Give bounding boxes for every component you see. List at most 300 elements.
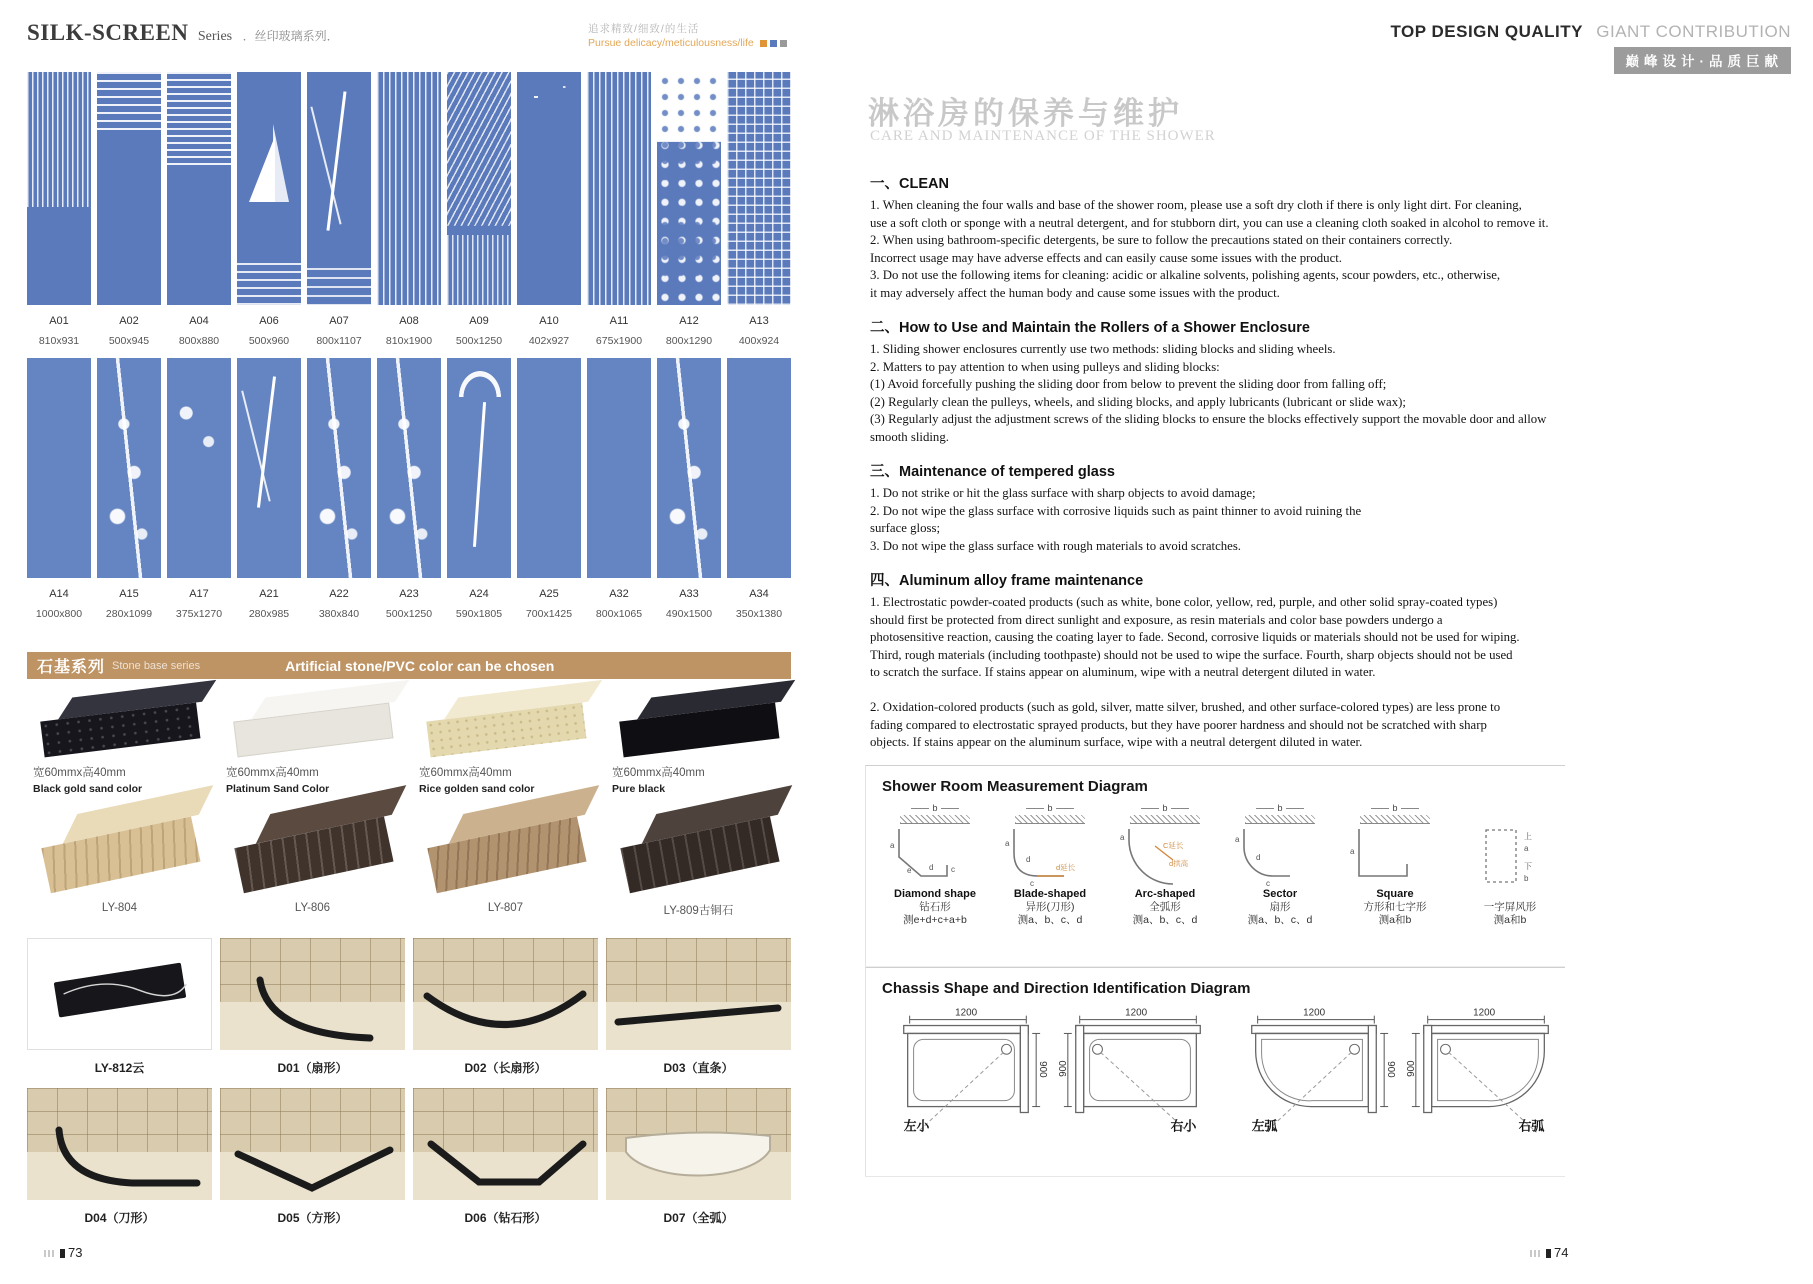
glass-code: A24 [469, 588, 489, 600]
svg-text:900: 900 [1057, 1060, 1069, 1077]
chassis-diagram-left-small [880, 1005, 1050, 1137]
tray-item [606, 1088, 791, 1226]
glass-code: A33 [679, 588, 699, 600]
glass-size: 490x1500 [665, 608, 713, 620]
glass-item [727, 72, 791, 347]
tray-photo [606, 1088, 791, 1200]
glass-pattern-motif [517, 72, 581, 305]
measurement-title: Shower Room Measurement Diagram [882, 778, 1148, 795]
measure-name-en: Blade-shaped [1013, 888, 1087, 900]
glass-pattern-tile [517, 72, 581, 305]
glass-pattern-motif [657, 358, 721, 578]
stone-color-row [27, 690, 791, 795]
page-marker-square-icon [60, 1249, 65, 1258]
glass-item [307, 72, 371, 347]
glass-pattern-motif [377, 72, 441, 305]
tray-item [413, 938, 598, 1076]
measure-name-en: Square [1376, 888, 1414, 900]
measure-name-cn: 全弧形 [1149, 901, 1181, 913]
glass-item [27, 358, 91, 620]
measurement-cells [880, 803, 1565, 927]
section-body [870, 594, 1570, 752]
chassis-diagram-right-small [1054, 1005, 1224, 1137]
glass-code: A17 [189, 588, 209, 600]
page-number-left [44, 1245, 82, 1260]
glass-code: A08 [399, 315, 419, 327]
glass-item [167, 358, 231, 620]
glass-code: A13 [749, 315, 769, 327]
section-line [870, 682, 1570, 700]
dim-b: b [1225, 803, 1335, 814]
tagline-cn: 追求精致/细致/的生活 [588, 23, 700, 35]
series-word: Series [197, 29, 233, 44]
series-title: SILK-SCREEN [27, 20, 189, 45]
glass-size: 590x1805 [455, 608, 503, 620]
tray-shape-drawing [413, 938, 598, 1050]
measure-name-cn: 一字屏风形 [1483, 901, 1537, 913]
tray-label: D01（扇形） [277, 1061, 348, 1075]
tagline-en: Pursue delicacy/meticulousness/life [588, 37, 754, 49]
ceiling-hatch-icon [1360, 815, 1430, 824]
glass-size: 800x1290 [665, 335, 713, 347]
measure-formula: 测a、b、c、d [1017, 914, 1083, 926]
marble-item [606, 800, 791, 918]
dim-b: b [995, 803, 1105, 814]
marble-item [220, 800, 405, 918]
glass-size: 280x985 [248, 608, 290, 620]
glass-pattern-tile [167, 358, 231, 578]
brand-slogan-bar: 巅峰设计·品质巨献 [1614, 47, 1792, 74]
glass-code: A10 [539, 315, 559, 327]
glass-pattern-tile [587, 72, 651, 305]
section-line: Third, rough materials (including toothpaste) should not be used to wipe the surface. Fourth, sharp objects should not be used [870, 647, 1513, 662]
stone-banner-note: Artificial stone/PVC color can be chosen [285, 657, 555, 674]
glass-pattern-tile [517, 358, 581, 578]
measure-formula: 测a、b、c、d [1132, 914, 1198, 926]
glass-item [377, 358, 441, 620]
stone-banner-cn: 石基系列 [37, 659, 106, 676]
section-line: 1. Do not strike or hit the glass surface with sharp objects to avoid damage; [870, 486, 1256, 500]
glass-item [97, 358, 161, 620]
glass-pattern-tile [447, 72, 511, 305]
measure-name-en: Sector [1262, 888, 1298, 900]
glass-code: A12 [679, 315, 699, 327]
glass-pattern-tile [97, 358, 161, 578]
ceiling-hatch-icon [1015, 815, 1085, 824]
section-line: 1. Sliding shower enclosures currently use two methods: sliding blocks and sliding wheels. [870, 342, 1336, 356]
tray-item [606, 938, 791, 1076]
page-number: 74 [1554, 1245, 1569, 1260]
svg-text:1200: 1200 [955, 1007, 978, 1019]
section-line: 2. When using bathroom-specific detergents, be sure to follow the precautions stated on their containers correctly. [870, 233, 1453, 247]
glass-code: A07 [329, 315, 349, 327]
glass-code: A14 [49, 588, 69, 600]
svg-text:900: 900 [1037, 1061, 1049, 1078]
glass-pattern-motif [237, 72, 301, 305]
glass-grid-row2 [27, 358, 791, 620]
section-heading: 四、Aluminum alloy frame maintenance [870, 573, 1144, 589]
glass-size: 380x840 [318, 608, 360, 620]
marble-bar-image [422, 791, 589, 905]
section-heading: 二、How to Use and Maintain the Rollers of a Shower Enclosure [870, 320, 1310, 336]
stone-spec: 宽60mmx高40mm [226, 767, 319, 779]
stone-spec: 宽60mmx高40mm [33, 767, 126, 779]
measure-cell-square [1340, 803, 1450, 927]
glass-code: A01 [49, 315, 69, 327]
glass-size: 810x1900 [385, 335, 433, 347]
stone-series-banner [27, 652, 791, 679]
svg-text:上: 上 [1524, 832, 1532, 841]
glass-pattern-tile [27, 72, 91, 305]
section-line: should first be protected from direct sunlight and exposure, as resin materials and color base powders undergo a [870, 612, 1443, 627]
section-line: surface gloss; [870, 521, 941, 535]
glass-pattern-motif [447, 72, 511, 305]
page-marker-icon [1530, 1250, 1542, 1257]
stone-color-name: Rice golden sand color [419, 783, 535, 795]
ceiling-hatch-icon [900, 815, 970, 824]
glass-size: 810x931 [38, 335, 80, 347]
glass-pattern-motif [447, 358, 511, 578]
glass-item [517, 358, 581, 620]
tray-label: D06（钻石形） [464, 1211, 547, 1225]
glass-size: 375x1270 [175, 608, 223, 620]
section-line: (2) Regularly clean the pulleys, wheels, and sliding blocks, and apply lubricants (lubricant or slide wax); [870, 394, 1406, 409]
glass-item [727, 358, 791, 620]
glass-pattern-tile [307, 358, 371, 578]
measure-formula: 测a和b [1493, 914, 1527, 926]
measure-name-en [1455, 888, 1565, 901]
glass-size: 500x945 [108, 335, 150, 347]
section-body [870, 197, 1570, 302]
chassis-cell-left-small [880, 1005, 1050, 1137]
svg-text:d延长: d延长 [1056, 863, 1076, 872]
measure-diagram-sector [1230, 826, 1330, 888]
marble-bar-image [229, 791, 396, 905]
glass-code: A02 [119, 315, 139, 327]
glass-pattern-tile [587, 358, 651, 578]
measure-cell-sector [1225, 803, 1335, 927]
ceiling-hatch-icon [1245, 815, 1315, 824]
section-line: use a soft cloth or sponge with a neutral detergent, and for stubborn dirt, you can use a cleaning cloth soaked in alcohol to remove it. [870, 215, 1549, 230]
glass-size: 400x924 [738, 335, 780, 347]
svg-text:d拱高: d拱高 [1169, 859, 1189, 868]
section-body [870, 485, 1570, 555]
tray-photo [413, 938, 598, 1050]
measure-cell-diamond [880, 803, 990, 927]
section-line: 2. Oxidation-colored products (such as gold, silver, matte silver, brushed, and other surface-colored types) are less prone to [870, 700, 1501, 714]
stone-spec: 宽60mmx高40mm [419, 767, 512, 779]
glass-size: 800x1107 [316, 335, 362, 347]
glass-code: A23 [399, 588, 419, 600]
glass-size: 800x1065 [595, 608, 643, 620]
section-line: (1) Avoid forcefully pushing the sliding door from below to prevent the sliding door from falling off; [870, 377, 1387, 391]
measure-formula: 测a、b、c、d [1247, 914, 1313, 926]
stone-color-name: Pure black [612, 783, 666, 795]
brand-subtitle: GIANT CONTRIBUTION [1596, 22, 1791, 41]
glass-item [237, 72, 301, 347]
glass-pattern-tile [657, 72, 721, 305]
page-marker-icon [44, 1250, 56, 1257]
glass-pattern-tile [97, 72, 161, 305]
svg-text:d: d [1026, 855, 1031, 864]
marble-model: LY-806 [294, 902, 331, 914]
svg-text:d: d [1256, 853, 1261, 862]
tray-photo [27, 938, 212, 1050]
chassis-diagram-left-arc [1228, 1005, 1398, 1137]
stone-item [220, 690, 405, 795]
glass-pattern-tile [657, 358, 721, 578]
glass-size: 280x1099 [105, 608, 153, 620]
tray-shape-drawing [27, 1088, 212, 1200]
svg-text:下: 下 [1524, 862, 1532, 871]
glass-item [587, 358, 651, 620]
measure-diagram-square [1345, 826, 1445, 888]
glass-pattern-tile [377, 72, 441, 305]
tray-item [27, 1088, 212, 1226]
page-number-right [1530, 1245, 1568, 1260]
glass-item [377, 72, 441, 347]
tray-photo [413, 1088, 598, 1200]
dim-b: b [1340, 803, 1450, 814]
glass-code: A32 [609, 588, 629, 600]
marble-bar-image [36, 791, 203, 905]
glass-pattern-motif [657, 72, 721, 305]
glass-pattern-tile [237, 358, 301, 578]
glass-pattern-motif [237, 358, 301, 578]
section-line: smooth sliding. [870, 429, 949, 444]
dim-b: b [880, 803, 990, 814]
measure-name-cn: 异形(刀形) [1025, 901, 1075, 913]
page-number: 73 [68, 1245, 83, 1260]
section-heading: 三、Maintenance of tempered glass [870, 464, 1115, 480]
tray-photo [606, 938, 791, 1050]
glass-code: A34 [749, 588, 769, 600]
silk-screen-header [27, 20, 339, 46]
stone-item [27, 690, 212, 795]
maintenance-title-en: CARE AND MAINTENANCE OF THE SHOWER [870, 128, 1216, 144]
glass-item [27, 72, 91, 347]
svg-text:左弧: 左弧 [1251, 1118, 1278, 1134]
series-title-cn: ．丝印玻璃系列． [242, 29, 339, 43]
stone-bar-image [617, 683, 780, 764]
svg-text:a: a [1005, 839, 1010, 848]
glass-size: 500x1250 [385, 608, 433, 620]
section-line: 1. Electrostatic powder-coated products (such as white, bone color, yellow, red, purple, and other solid spray-coated types) [870, 595, 1498, 609]
tray-shape-drawing [606, 938, 791, 1050]
glass-size: 700x1425 [525, 608, 573, 620]
chassis-cell-right-arc [1402, 1005, 1572, 1137]
glass-size: 500x960 [248, 335, 290, 347]
glass-size: 500x1250 [455, 335, 503, 347]
glass-pattern-motif [727, 72, 791, 305]
chassis-diagram-right-arc [1402, 1005, 1572, 1137]
tray-shape-drawing [220, 1088, 405, 1200]
chassis-cell-left-arc [1228, 1005, 1398, 1137]
tray-label: LY-812云 [94, 1061, 145, 1075]
glass-pattern-motif [587, 72, 651, 305]
brand-header [1390, 22, 1791, 74]
brand-title: TOP DESIGN QUALITY [1390, 22, 1584, 41]
glass-item [447, 358, 511, 620]
measure-name-en: Arc-shaped [1134, 888, 1196, 900]
section-line: 3. Do not use the following items for cleaning: acidic or alkaline solvents, polishing agents, scour powders, etc., otherwise, [870, 268, 1501, 282]
measure-diagram-straight [1460, 826, 1560, 888]
maintenance-title-cn: 淋浴房的保养与维护 [868, 96, 1183, 131]
svg-text:右弧: 右弧 [1518, 1118, 1545, 1134]
glass-pattern-motif [307, 72, 371, 305]
marble-model: LY-809古铜石 [663, 905, 734, 917]
marble-model: LY-807 [487, 902, 524, 914]
section-line: it may adversely affect the human body and cause some issues with the product. [870, 285, 1280, 300]
svg-text:a: a [1120, 833, 1125, 842]
glass-item [657, 72, 721, 347]
glass-item [97, 72, 161, 347]
glass-pattern-motif [97, 72, 161, 305]
glass-pattern-motif [587, 358, 651, 578]
tray-label: D03（直条） [663, 1061, 734, 1075]
tray-photo [27, 1088, 212, 1200]
tray-photo-row1 [27, 938, 791, 1076]
measurement-diagram-box [865, 765, 1565, 967]
svg-text:c: c [1266, 879, 1270, 888]
glass-code: A09 [469, 315, 489, 327]
glass-pattern-motif [167, 358, 231, 578]
section-line: fading compared to electrostatic sprayed products, but they have poorer hardness and should not be scratched with sharp [870, 717, 1487, 732]
glass-pattern-tile [727, 358, 791, 578]
measure-name-cn: 扇形 [1269, 901, 1291, 913]
tray-photo [220, 1088, 405, 1200]
tray-label: D04（刀形） [84, 1211, 155, 1225]
svg-text:1200: 1200 [1303, 1007, 1326, 1019]
glass-code: A21 [259, 588, 279, 600]
glass-pattern-tile [727, 72, 791, 305]
stone-color-name: Black gold sand color [33, 783, 143, 795]
tray-photo [220, 938, 405, 1050]
glass-code: A06 [259, 315, 279, 327]
tray-item [413, 1088, 598, 1226]
svg-text:1200: 1200 [1473, 1007, 1496, 1019]
color-blocks-icon [757, 37, 787, 49]
measure-diagram-arc [1115, 826, 1215, 888]
glass-code: A25 [539, 588, 559, 600]
tray-shape-drawing [413, 1088, 598, 1200]
glass-code: A04 [189, 315, 209, 327]
glass-item [307, 358, 371, 620]
tray-label: D05（方形） [277, 1211, 348, 1225]
measure-cell-straight-screen [1455, 803, 1565, 927]
section-rollers [870, 316, 1570, 446]
section-clean [870, 172, 1570, 302]
svg-text:b: b [1524, 874, 1529, 883]
glass-code: A22 [329, 588, 349, 600]
tray-label: D02（长扇形） [464, 1061, 547, 1075]
marble-item [27, 800, 212, 918]
tray-shape-drawing [28, 939, 211, 1049]
glass-item [167, 72, 231, 347]
glass-size: 350x1380 [735, 608, 783, 620]
glass-size: 800x880 [178, 335, 220, 347]
measure-name-cn: 方形和七字形 [1363, 901, 1427, 913]
glass-size: 1000x800 [35, 608, 83, 620]
tray-item [220, 938, 405, 1076]
stone-item [606, 690, 791, 795]
glass-pattern-motif [27, 358, 91, 578]
glass-pattern-tile [447, 358, 511, 578]
glass-item [657, 358, 721, 620]
section-line: photosensitive reaction, causing the coating layer to fade. Second, corrosive liquids or materials should not be used for wiping. [870, 630, 1520, 644]
svg-text:a: a [1524, 844, 1529, 853]
glass-pattern-tile [167, 72, 231, 305]
svg-text:C延长: C延长 [1163, 841, 1184, 850]
svg-text:c: c [1030, 879, 1034, 888]
section-line: 1. When cleaning the four walls and base of the shower room, please use a soft dry cloth if there is only light dirt. For cleaning, [870, 198, 1522, 212]
svg-text:右小: 右小 [1170, 1118, 1197, 1134]
measure-cell-blade [995, 803, 1105, 927]
tray-item [220, 1088, 405, 1226]
svg-text:900: 900 [1385, 1061, 1397, 1078]
glass-pattern-motif [517, 358, 581, 578]
glass-pattern-motif [377, 358, 441, 578]
section-line: Incorrect usage may have adverse effects and can easily cause some issues with the product. [870, 250, 1342, 265]
stone-banner-en: Stone base series [112, 659, 201, 672]
marble-bar-row [27, 800, 791, 918]
svg-text:a: a [1235, 835, 1240, 844]
tray-shape-drawing [220, 938, 405, 1050]
glass-pattern-tile [27, 358, 91, 578]
chassis-diagram-box [865, 967, 1565, 1177]
measure-formula: 测e+d+c+a+b [903, 914, 967, 926]
svg-text:e: e [907, 866, 912, 875]
section-line: 3. Do not wipe the glass surface with rough materials to avoid scratches. [870, 538, 1242, 553]
glass-size: 675x1900 [595, 335, 643, 347]
marble-item [413, 800, 598, 918]
tray-item [27, 938, 212, 1076]
section-body [870, 341, 1570, 446]
glass-item [517, 72, 581, 347]
stone-item [413, 690, 598, 795]
maintenance-sections [870, 158, 1570, 752]
svg-text:a: a [1350, 847, 1355, 856]
chassis-cells [880, 1005, 1565, 1137]
glass-code: A11 [609, 315, 629, 327]
tray-label: D07（全弧） [663, 1211, 734, 1225]
glass-pattern-motif [727, 358, 791, 578]
measure-name-en: Diamond shape [894, 888, 976, 900]
section-line: 2. Matters to pay attention to when using pulleys and sliding blocks: [870, 359, 1220, 374]
measure-cell-arc [1110, 803, 1220, 927]
svg-text:1200: 1200 [1125, 1007, 1148, 1019]
measure-formula: 测a和b [1378, 914, 1412, 926]
glass-pattern-motif [307, 358, 371, 578]
chassis-title: Chassis Shape and Direction Identification Diagram [882, 980, 1251, 997]
page-marker-square-icon [1546, 1249, 1551, 1258]
glass-code: A15 [119, 588, 139, 600]
svg-text:a: a [890, 841, 895, 850]
svg-text:c: c [951, 865, 955, 874]
stone-spec: 宽60mmx高40mm [612, 767, 705, 779]
stone-color-name: Platinum Sand Color [226, 783, 330, 795]
marble-model: LY-804 [101, 902, 138, 914]
section-line: (3) Regularly adjust the adjustment screws of the sliding blocks to ensure the blocks effectively support the movable door and allow [870, 412, 1547, 426]
svg-text:d: d [929, 863, 934, 872]
svg-text:左小: 左小 [903, 1118, 930, 1134]
glass-item [447, 72, 511, 347]
stone-bar-image [231, 683, 394, 764]
section-line: 2. Do not wipe the glass surface with corrosive liquids such as paint thinner to avoid ruining the [870, 503, 1362, 518]
tray-shape-drawing [606, 1088, 791, 1200]
ceiling-hatch-icon [1130, 815, 1200, 824]
tagline [588, 22, 787, 50]
